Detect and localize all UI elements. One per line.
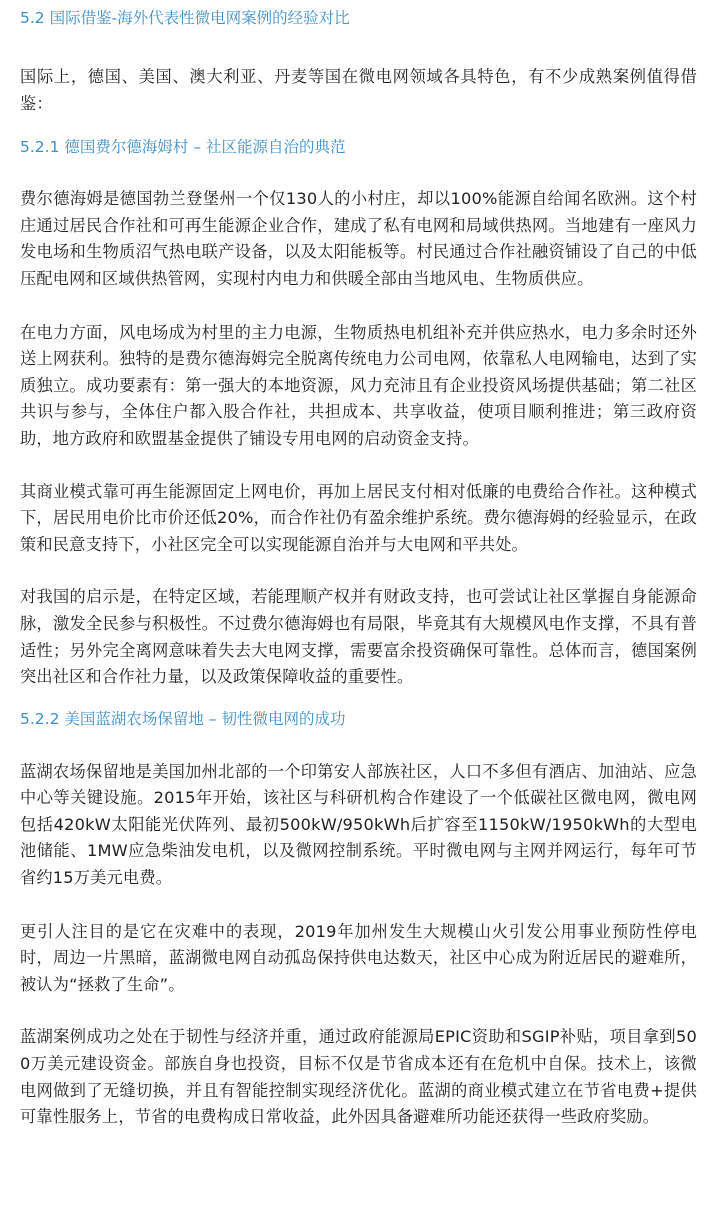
paragraph: 更引人注目的是它在灾难中的表现，2019年加州发生大规模山火引发公用事业预防性停电时，周边一片黑暗，蓝湖微电网自动孤岛保持供电达数天，社区中心成为附近居民的避难所，被认为“拯救了生命”。	[20, 921, 697, 994]
paragraph: 其商业模式靠可再生能源固定上网电价，再加上居民支付相对低廉的电费给合作社。这种模式下，居民用电价比市价还低20%，而合作社仍有盈余维护系统。费尔德海姆的经验显示，在政策和民意支持下，小社区完全可以实现能源自治并与大电网和平共处。	[20, 481, 697, 554]
subsection-title-feldheim: 5.2.1 德国费尔德海姆村 – 社区能源自治的典范	[20, 138, 346, 157]
section-title: 5.2 国际借鉴-海外代表性微电网案例的经验对比	[20, 9, 350, 27]
paragraph: 对我国的启示是，在特定区域，若能理顺产权并有财政支持，也可尝试让社区掌握自身能源命脉，激发全民参与积极性。不过费尔德海姆也有局限，毕竟其有大规模风电作支撑，不具有普适性；另外完全离网意味着失去大电网支撑，需要富余投资确保可靠性。总体而言，德国案例突出社区和合作社力量，以及政策保障收益的重要性。	[20, 587, 697, 687]
paragraph: 在电力方面，风电场成为村里的主力电源，生物质热电机组补充并供应热水，电力多余时还外送上网获利。独特的是费尔德海姆完全脱离传统电力公司电网，依靠私人电网输电，达到了实质独立。成功要素有：第一强大的本地资源，风力充沛且有企业投资风场提供基础；第二社区共识与参与，全体住户都入股合作社，共担成本、共享收益，使项目顺利推进；第三政府资助，地方政府和欧盟基金提供了铺设专用电网的启动资金支持。	[20, 322, 697, 448]
paragraph: 蓝湖案例成功之处在于韧性与经济并重，通过政府能源局EPIC资助和SGIP补贴，项目拿到500万美元建设资金。部族自身也投资，目标不仅是节省成本还有在危机中自保。技术上，该微电网做到了无缝切换，并且有智能控制实现经济优化。蓝湖的商业模式建立在节省电费+提供可靠性服务上，节省的电费构成日常收益，此外因具备避难所功能还获得一些政府奖励。	[20, 1027, 697, 1127]
paragraph: 蓝湖农场保留地是美国加州北部的一个印第安人部族社区，人口不多但有酒店、加油站、应急中心等关键设施。2015年开始，该社区与科研机构合作建设了一个低碳社区微电网，微电网包括420kW太阳能光伏阵列、最初500kW/950kWh后扩容至1150kW/1950kWh的大型电池储能、1MW应急柴油发电机，以及微网控制系统。平时微电网与主网并网运行，每年可节省约15万美元电费。	[20, 761, 697, 888]
paragraph: 费尔德海姆是德国勃兰登堡州一个仅130人的小村庄，却以100%能源自给闻名欧洲。这个村庄通过居民合作社和可再生能源企业合作，建成了私有电网和局域供热网。当地建有一座风力发电场和生物质沼气热电联产设备，以及太阳能板等。村民通过合作社融资铺设了自己的中低压配电网和区域供热管网，实现村内电力和供暖全部由当地风电、生物质供应。	[20, 189, 697, 288]
subsection-title-blue-lake: 5.2.2 美国蓝湖农场保留地 – 韧性微电网的成功	[20, 709, 346, 728]
section-intro: 国际上，德国、美国、澳大利亚、丹麦等国在微电网领域各具特色，有不少成熟案例值得借鉴：	[20, 67, 697, 113]
